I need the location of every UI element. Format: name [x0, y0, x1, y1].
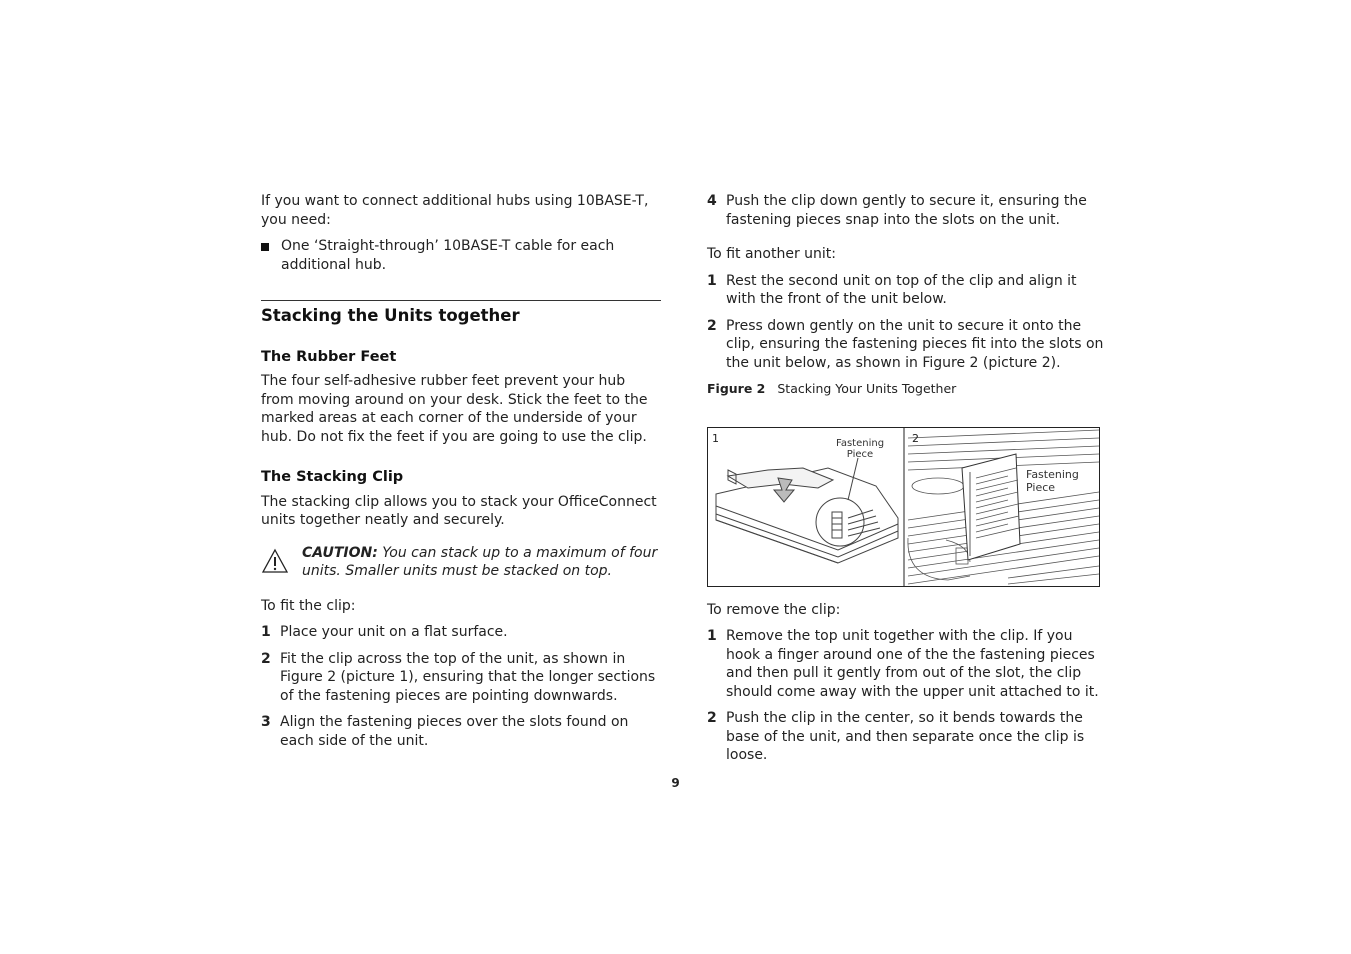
- step-number: 4: [707, 193, 717, 209]
- figure-stacking-illustration: [707, 427, 1100, 587]
- step-text: Push the clip down gently to secure it, ensuring the fastening pieces snap into the slots on the unit.: [726, 193, 1087, 228]
- right-column: [707, 192, 1104, 773]
- list-item: [707, 192, 1104, 229]
- figure-panel-2-label: Fastening Piece: [1026, 467, 1079, 494]
- step-number: 1: [261, 624, 271, 640]
- left-column: [261, 192, 661, 758]
- stacking-clip-paragraph: The stacking clip allows you to stack your OfficeConnect units together neatly and securely.: [261, 493, 657, 528]
- bullet-item: [261, 237, 661, 274]
- list-item: [707, 627, 1104, 701]
- remove-clip-intro: To remove the clip:: [707, 601, 841, 618]
- figure-caption: [707, 380, 1104, 399]
- step-text: Push the clip in the center, so it bends towards the base of the unit, and then separate once the clip is loose.: [726, 710, 1085, 763]
- step-number: 2: [707, 317, 717, 334]
- step-number: 2: [261, 650, 271, 667]
- fit-clip-intro: To fit the clip:: [261, 597, 356, 614]
- step-number: 1: [707, 628, 717, 644]
- stacking-clip-heading: The Stacking Clip: [261, 469, 404, 485]
- rubber-feet-paragraph: The four self-adhesive rubber feet prevent your hub from moving around on your desk. Stick the feet to the marked areas at each corner of the underside of your hub. Do not fix the feet if you are going to use the clip.: [261, 373, 648, 445]
- stacking-illustration-drawing: [708, 428, 1099, 586]
- list-item: [707, 317, 1104, 373]
- figure-panel-2-number: 2: [912, 431, 919, 445]
- list-item: [261, 650, 661, 706]
- another-unit-intro: To fit another unit:: [707, 246, 836, 262]
- figure-label: Figure 2: [707, 381, 766, 396]
- intro-paragraph: If you want to connect additional hubs using 10BASE-T, you need:: [261, 193, 649, 228]
- step-number: 3: [261, 714, 271, 730]
- step-number: 2: [707, 710, 717, 726]
- section-divider: [261, 300, 661, 301]
- warning-triangle-icon: [261, 548, 289, 574]
- list-item: [261, 713, 661, 750]
- list-item: [261, 623, 661, 642]
- step-text: Align the fastening pieces over the slots found on each side of the unit.: [280, 714, 629, 749]
- caution-label: CAUTION:: [302, 544, 378, 561]
- step-text: Place your unit on a flat surface.: [280, 624, 508, 640]
- step-text: Rest the second unit on top of the clip and align it with the front of the unit below.: [726, 272, 1077, 307]
- page-number: 9: [671, 776, 680, 790]
- list-item: [707, 709, 1104, 765]
- step-text: Fit the clip across the top of the unit, as shown in Figure 2 (picture 1), ensuring that the longer sections of the fastening pieces are pointing downwards.: [280, 650, 656, 704]
- step-number: 1: [707, 272, 717, 289]
- caution-note: [261, 544, 661, 581]
- bullet-text: One ‘Straight-through’ 10BASE-T cable for each additional hub.: [281, 238, 615, 273]
- figure-title: Stacking Your Units Together: [777, 381, 957, 396]
- rubber-feet-heading: The Rubber Feet: [261, 348, 397, 365]
- figure-panel-1-number: 1: [712, 431, 719, 445]
- list-item: [707, 272, 1104, 309]
- step-text: Press down gently on the unit to secure it onto the clip, ensuring the fastening pieces fit into the slots on the unit below, as shown in Figure 2 (picture 2).: [726, 317, 1104, 371]
- bullet-square-icon: [261, 243, 269, 251]
- figure-panel-1-label: Fastening Piece: [836, 437, 885, 460]
- caution-text: You can stack up to a maximum of four units. Smaller units must be stacked on top.: [302, 544, 658, 579]
- section-title: Stacking the Units together: [261, 306, 520, 325]
- step-text: Remove the top unit together with the clip. If you hook a finger around one of the the fastening pieces and then pull it gently from out of the slot, the clip should come away with the upper unit attached to it.: [726, 628, 1099, 700]
